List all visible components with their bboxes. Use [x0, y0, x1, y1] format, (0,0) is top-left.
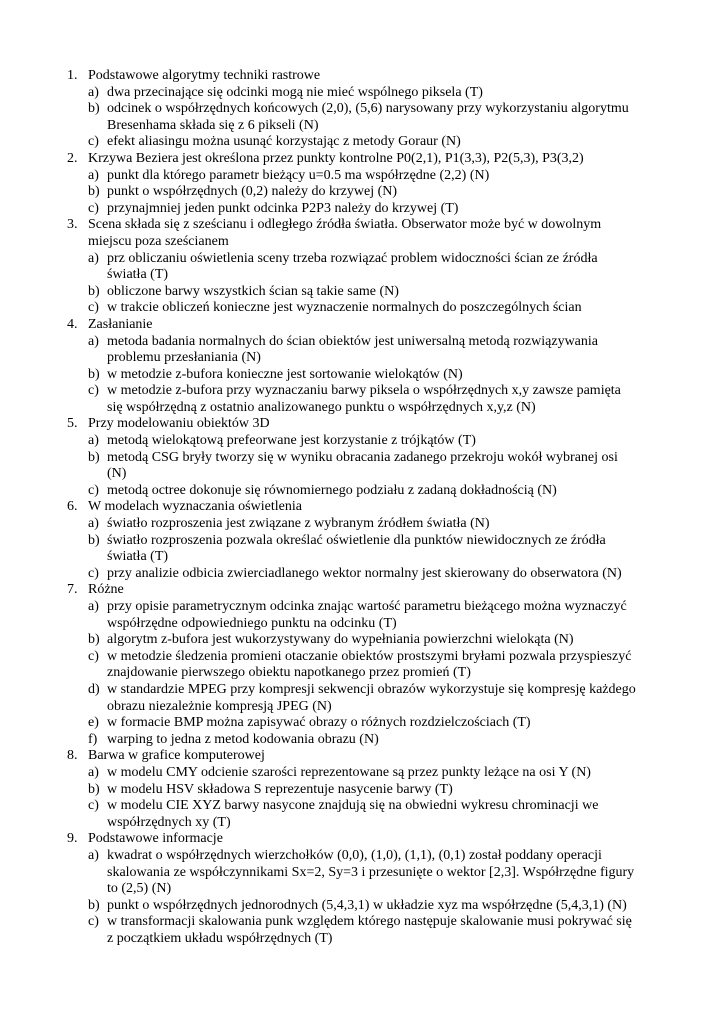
- question-title-text: Podstawowe informacje: [88, 831, 223, 847]
- question-section: [0, 748, 724, 831]
- answer-line: [0, 168, 724, 185]
- answer-line: [0, 400, 724, 417]
- question-title-line: [0, 68, 724, 85]
- answer-line: [0, 284, 724, 301]
- answer-letter: c): [88, 648, 99, 664]
- answer-text: światło rozproszenia jest związane z wybranym źródłem światła (N): [107, 516, 490, 532]
- answer-text: punkt dla którego parametr bieżący u=0.5 ma współrzędne (2,2) (N): [107, 167, 490, 183]
- answer-line: [0, 433, 724, 450]
- answer-line: [0, 682, 724, 699]
- answer-letter: b): [88, 366, 100, 382]
- answer-line: [0, 599, 724, 616]
- answer-letter: b): [88, 781, 100, 797]
- answer-text: współrzędne odpowiedniego punktu na odcinku (T): [107, 615, 397, 631]
- question-number: 7.: [67, 582, 78, 598]
- answer-letter: c): [88, 134, 99, 150]
- question-number: 9.: [67, 831, 78, 847]
- question-title-text: Scena składa się z sześcianu i odległego źródła światła. Obserwator może być w dowolnym: [88, 217, 602, 233]
- answer-text: prz obliczaniu oświetlenia sceny trzeba rozwiązać problem widoczności ścian ze źródła: [107, 250, 598, 266]
- answer-line: [0, 765, 724, 782]
- question-number: 4.: [67, 316, 78, 332]
- answer-text: problemu przesłaniania (N): [107, 350, 261, 366]
- answer-letter: d): [88, 681, 100, 697]
- answer-letter: a): [88, 847, 99, 863]
- answer-letter: a): [88, 167, 99, 183]
- answer-text: punkt o współrzędnych (0,2) należy do krzywej (N): [107, 184, 398, 200]
- question-title-text: Barwa w grafice komputerowej: [88, 748, 265, 764]
- question-title-text: W modelach wyznaczania oświetlenia: [88, 499, 302, 515]
- answer-line: [0, 251, 724, 268]
- question-title-line: [0, 831, 724, 848]
- answer-line: [0, 383, 724, 400]
- answer-letter: c): [88, 798, 99, 814]
- answer-letter: c): [88, 914, 99, 930]
- answer-text: w metodzie z-bufora przy wyznaczaniu barwy piksela o współrzędnych x,y zawsze pamięta: [107, 383, 621, 399]
- question-number: 6.: [67, 499, 78, 515]
- answer-line: [0, 798, 724, 815]
- answer-text: z początkiem układu współrzędnych (T): [107, 930, 333, 946]
- answer-line: [0, 881, 724, 898]
- question-number: 5.: [67, 416, 78, 432]
- answer-letter: a): [88, 516, 99, 532]
- answer-text: w modelu HSV składowa S reprezentuje nasycenie barwy (T): [107, 781, 453, 797]
- answer-letter: a): [88, 764, 99, 780]
- answer-letter: b): [88, 632, 100, 648]
- answer-line: [0, 300, 724, 317]
- question-title-text: Krzywa Beziera jest określona przez punkty kontrolne P0(2,1), P1(3,3), P2(5,3), P3(3,2): [88, 150, 584, 166]
- answer-line: [0, 815, 724, 832]
- answer-text: metodą wielokątową prefeorwane jest korzystanie z trójkątów (T): [107, 433, 476, 449]
- answer-letter: a): [88, 333, 99, 349]
- answer-letter: a): [88, 433, 99, 449]
- answer-line: [0, 931, 724, 948]
- answer-letter: b): [88, 283, 100, 299]
- question-title-line: [0, 217, 724, 234]
- answer-letter: b): [88, 532, 100, 548]
- answer-line: [0, 699, 724, 716]
- answer-text: kwadrat o współrzędnych wierzchołków (0,0), (1,0), (1,1), (0,1) został poddany operacji: [107, 847, 602, 863]
- answer-text: to (2,5) (N): [107, 881, 172, 897]
- answer-text: w metodzie z-bufora konieczne jest sortowanie wielokątów (N): [107, 366, 463, 382]
- answer-line: [0, 665, 724, 682]
- question-number: 2.: [67, 150, 78, 166]
- answer-line: [0, 632, 724, 649]
- answer-line: [0, 201, 724, 218]
- answer-text: skalowania ze współczynnikami Sx=2, Sy=3 i przesunięte o wektor [2,3]. Współrzędne figury: [107, 864, 635, 880]
- answer-letter: c): [88, 200, 99, 216]
- answer-line: [0, 334, 724, 351]
- answer-line: [0, 865, 724, 882]
- answer-text: Bresenhama składa się z 6 pikseli (N): [107, 117, 319, 133]
- answer-text: światło rozproszenia pozwala określać oświetlenie dla punktów niewidocznych ze źródła: [107, 532, 606, 548]
- answer-letter: c): [88, 383, 99, 399]
- question-number: 8.: [67, 748, 78, 764]
- answer-text: przy opisie parametrycznym odcinka znając wartość parametru bieżącego można wyznaczyć: [107, 599, 627, 614]
- answer-text: przy analizie odbicia zwierciadlanego wektor normalny jest skierowany do obserwatora (N): [107, 565, 622, 581]
- question-section: [0, 68, 724, 151]
- answer-text: przynajmniej jeden punkt odcinka P2P3 należy do krzywej (T): [107, 200, 459, 216]
- answer-letter: a): [88, 250, 99, 266]
- answer-text: w modelu CIE XYZ barwy nasycone znajdują się na obwiedni wykresu chrominacji we: [107, 798, 599, 814]
- answer-text: dwa przecinające się odcinki mogą nie mieć wspólnego piksela (T): [107, 84, 483, 100]
- answer-text: obrazu niezależnie kompresją JPEG (N): [107, 698, 332, 714]
- answer-letter: a): [88, 84, 99, 100]
- answer-text: obliczone barwy wszystkich ścian są takie same (N): [107, 283, 399, 299]
- answer-text: algorytm z-bufora jest wukorzystywany do wypełniania powierzchni wielokąta (N): [107, 632, 574, 648]
- answer-text: w formacie BMP można zapisywać obrazy o różnych rozdzielczościach (T): [107, 715, 531, 731]
- question-title-line: [0, 582, 724, 599]
- question-number: 1.: [67, 68, 78, 83]
- answer-text: światła (T): [107, 267, 169, 283]
- answer-letter: b): [88, 101, 100, 117]
- answer-text: w trakcie obliczeń konieczne jest wyznaczenie normalnych do poszczególnych ścian: [107, 300, 582, 316]
- question-title-text: miejscu poza sześcianem: [88, 233, 229, 249]
- question-title-line: [0, 151, 724, 168]
- answer-line: [0, 782, 724, 799]
- answer-line: [0, 101, 724, 118]
- question-title-text: Przy modelowaniu obiektów 3D: [88, 416, 270, 432]
- answer-letter: b): [88, 449, 100, 465]
- answer-line: [0, 715, 724, 732]
- answer-line: [0, 184, 724, 201]
- answer-text: w modelu CMY odcienie szarości reprezentowane są przez punkty leżące na osi Y (N): [107, 764, 591, 780]
- answer-line: [0, 649, 724, 666]
- answer-letter: f): [88, 731, 98, 747]
- question-title-line: [0, 499, 724, 516]
- question-title-text: Podstawowe algorytmy techniki rastrowe: [88, 68, 321, 83]
- answer-line: [0, 483, 724, 500]
- question-title-line: [0, 748, 724, 765]
- answer-line: [0, 848, 724, 865]
- answer-letter: c): [88, 482, 99, 498]
- answer-line: [0, 732, 724, 749]
- answer-text: efekt aliasingu można usunąć korzystając z metody Goraur (N): [107, 134, 461, 150]
- answer-letter: c): [88, 565, 99, 581]
- question-section: [0, 217, 724, 317]
- question-number: 3.: [67, 217, 78, 233]
- answer-text: współrzędnych xy (T): [107, 814, 231, 830]
- answer-text: w standardzie MPEG przy kompresji sekwencji obrazów wykorzystuje się kompresję każdego: [107, 681, 636, 697]
- answer-letter: b): [88, 184, 100, 200]
- answer-text: w metodzie śledzenia promieni otaczanie obiektów prostszymi bryłami pozwala przyspieszyć: [107, 648, 632, 664]
- answer-line: [0, 267, 724, 284]
- answer-letter: b): [88, 897, 100, 913]
- answer-line: [0, 450, 724, 467]
- answer-text: się współrzędną z ostatnio analizowanego punktu o współrzędnych x,y,z (N): [107, 399, 536, 415]
- question-section: [0, 582, 724, 748]
- question-section: [0, 317, 724, 417]
- answer-line: [0, 350, 724, 367]
- question-title-text: Zasłanianie: [88, 316, 153, 332]
- answer-text: w transformacji skalowania punk względem którego następuje skalowanie musi pokrywać się: [107, 914, 632, 930]
- answer-letter: c): [88, 300, 99, 316]
- question-section: [0, 416, 724, 499]
- question-title-line: [0, 416, 724, 433]
- question-section: [0, 499, 724, 582]
- answer-line: [0, 549, 724, 566]
- answer-text: punkt o współrzędnych jednorodnych (5,4,3,1) w układzie xyz ma współrzędne (5,4,3,1) (N): [107, 897, 627, 913]
- answer-text: metoda badania normalnych do ścian obiektów jest uniwersalną metodą rozwiązywania: [107, 333, 598, 349]
- question-section: [0, 151, 724, 217]
- answer-line: [0, 134, 724, 151]
- question-title-line: [0, 234, 724, 251]
- question-section: [0, 831, 724, 947]
- answer-letter: e): [88, 715, 99, 731]
- document-body: [0, 68, 724, 947]
- answer-line: [0, 466, 724, 483]
- answer-line: [0, 898, 724, 915]
- question-title-text: Różne: [88, 582, 124, 598]
- answer-text: znajdowanie pierwszego obiektu napotkanego przez promień (T): [107, 665, 471, 681]
- answer-text: metodą CSG bryły tworzy się w wyniku obracania zadanego przekroju wokół wybranej osi: [107, 449, 618, 465]
- answer-line: [0, 566, 724, 583]
- answer-line: [0, 367, 724, 384]
- answer-line: [0, 914, 724, 931]
- answer-line: [0, 616, 724, 633]
- answer-text: (N): [107, 466, 127, 482]
- answer-line: [0, 516, 724, 533]
- answer-line: [0, 118, 724, 135]
- answer-text: metodą octree dokonuje się równomiernego podziału z zadaną dokładnością (N): [107, 482, 557, 498]
- answer-text: światła (T): [107, 549, 169, 565]
- answer-text: odcinek o współrzędnych końcowych (2,0), (5,6) narysowany przy wykorzystaniu algorytmu: [107, 101, 629, 117]
- answer-line: [0, 85, 724, 102]
- answer-letter: a): [88, 599, 99, 614]
- answer-line: [0, 533, 724, 550]
- question-title-line: [0, 317, 724, 334]
- answer-text: warping to jedna z metod kodowania obrazu (N): [107, 731, 379, 747]
